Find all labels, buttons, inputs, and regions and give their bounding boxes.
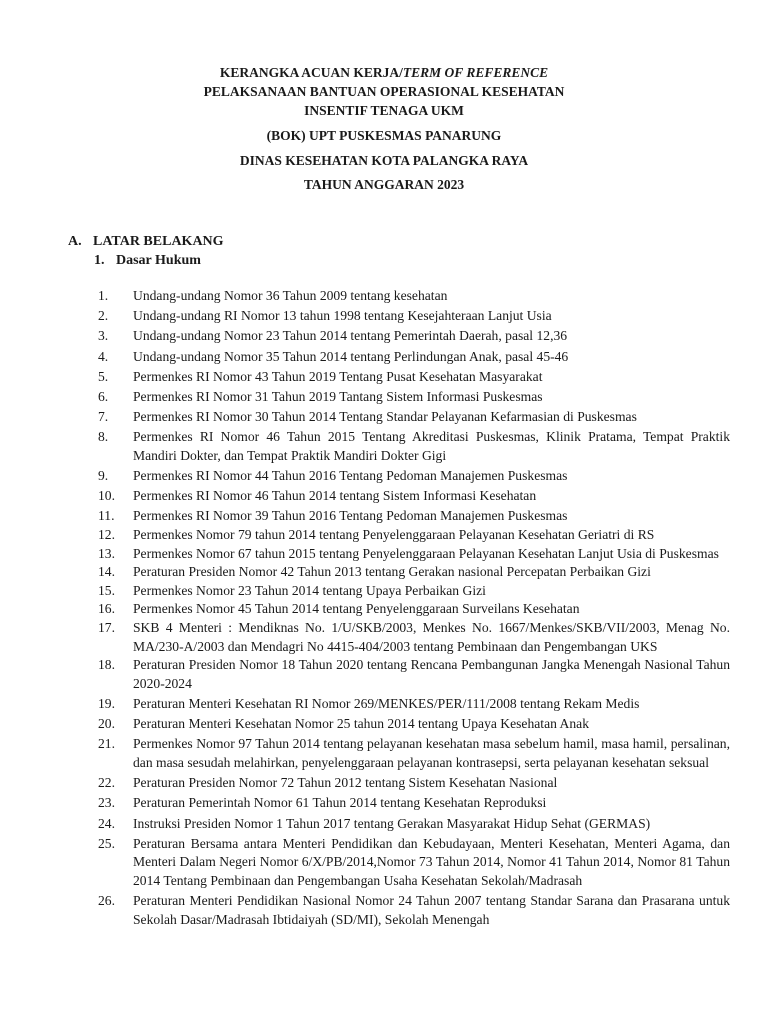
list-item-number: 23. [98,795,115,811]
list-item [98,774,730,793]
list-item [98,695,730,714]
list-item [98,287,730,306]
list-item [98,307,730,326]
list-item-text: Permenkes Nomor 79 tahun 2014 tentang Penyelenggaraan Pelayanan Kesehatan Geriatri di RS [133,527,655,543]
list-item-number: 5. [98,368,109,384]
list-item-number: 7. [98,409,109,425]
list-item-text: Undang-undang Nomor 35 Tahun 2014 tentang Perlindungan Anak, pasal 45-46 [133,348,569,364]
list-item [98,467,730,486]
list-item-text: Permenkes RI Nomor 44 Tahun 2016 Tentang Pedoman Manajemen Puskesmas [133,468,568,484]
list-item [98,892,730,929]
list-item-text: SKB 4 Menteri : Mendiknas No. 1/U/SKB/2003, Menkes No. 1667/Menkes/SKB/VII/2003, Menag No. MA/230-A/2003 dan Mendagri No 4415-404/2003 tentang Pembinaan dan Pengembangan UKS [133,620,730,654]
list-item-number: 17. [98,620,115,636]
list-item [98,428,730,465]
list-item-number: 1. [98,288,109,303]
list-item-text: Permenkes RI Nomor 46 Tahun 2015 Tentang Akreditasi Puskesmas, Klinik Pratama, Tempat Praktik Mandiri Dokter, dan Tempat Praktik Mandiri Dokter Gigi [133,429,730,463]
list-item-number: 11. [98,508,115,524]
list-item-number: 8. [98,429,109,445]
list-item-number: 25. [98,835,115,851]
list-item-number: 24. [98,815,115,831]
list-item-text: Permenkes Nomor 67 tahun 2015 tentang Penyelenggaraan Pelayanan Kesehatan Lanjut Usia di Puskesmas [133,545,719,561]
list-item [98,545,730,564]
list-item-number: 6. [98,388,109,404]
header-line-2: PELAKSANAAN BANTUAN OPERASIONAL KESEHATAN [203,84,565,99]
list-item-text: Permenkes RI Nomor 30 Tahun 2014 Tentang Standar Pelayanan Kefarmasian di Puskesmas [133,409,637,425]
list-item-text: Peraturan Presiden Nomor 42 Tahun 2013 tentang Gerakan nasional Percepatan Perbaikan Gizi [133,564,651,580]
list-item [98,715,730,734]
list-item [98,600,730,619]
list-item-text: Permenkes Nomor 45 Tahun 2014 tentang Penyelenggaraan Surveilans Kesehatan [133,601,580,617]
list-item [98,735,730,772]
list-item-number: 2. [98,308,109,324]
legal-basis-list [98,287,730,929]
list-item-text: Peraturan Menteri Kesehatan Nomor 25 tahun 2014 tentang Upaya Kesehatan Anak [133,716,590,732]
list-item [98,408,730,427]
header-title-italic: TERM OF REFERENCE [402,65,549,80]
list-item [98,656,730,693]
section-heading [68,232,224,251]
list-item-text: Undang-undang RI Nomor 13 tahun 1998 tentang Kesejahteraan Lanjut Usia [133,308,552,324]
list-item-number: 3. [98,328,109,344]
list-item-text: Peraturan Bersama antara Menteri Pendidikan dan Kebudayaan, Menteri Kesehatan, Menteri Agama, dan Menteri Dalam Negeri Nomor 6/X/PB/2014,Nomor 73 Tahun 2014, Nomor 41 Tahun 2014, Nomor 81 Tahun 2014 Tentang Pembinaan dan Pengembangan Usaha Kesehatan Sekolah/Madrasah [133,835,730,888]
list-item [98,794,730,813]
list-item [98,526,730,545]
list-item [98,835,730,891]
header-line-4: (BOK) UPT PUSKESMAS PANARUNG [266,128,502,143]
list-item-number: 18. [98,657,115,673]
list-item-number: 14. [98,564,115,580]
list-item-number: 21. [98,736,115,752]
list-item [98,507,730,526]
header-title-line [0,63,768,82]
list-item-text: Permenkes Nomor 23 Tahun 2014 tentang Upaya Perbaikan Gizi [133,582,486,598]
list-item-number: 26. [98,893,115,909]
list-item-text: Permenkes RI Nomor 39 Tahun 2016 Tentang Pedoman Manajemen Puskesmas [133,508,568,524]
subsection-title: Dasar Hukum [116,253,201,268]
section-letter: A. [68,234,82,249]
list-item-number: 16. [98,601,115,617]
list-item [98,348,730,367]
list-item-number: 12. [98,527,115,543]
list-item-number: 19. [98,696,115,711]
list-item-number: 10. [98,488,115,504]
header-title-regular: KERANGKA ACUAN KERJA/ [219,65,403,80]
list-item-text: Permenkes RI Nomor 46 Tahun 2014 tentang Sistem Informasi Kesehatan [133,488,537,504]
header-line-5: DINAS KESEHATAN KOTA PALANGKA RAYA [239,153,529,168]
subsection-number: 1. [94,253,105,268]
list-item [98,563,730,582]
list-item-text: Undang-undang Nomor 36 Tahun 2009 tentang kesehatan [133,288,448,303]
document-header [0,63,768,194]
list-item [98,368,730,387]
list-item-number: 20. [98,716,115,732]
list-item [98,619,730,656]
list-item [98,388,730,407]
list-item-text: Peraturan Pemerintah Nomor 61 Tahun 2014 tentang Kesehatan Reproduksi [133,795,547,811]
subsection-heading [94,251,201,270]
list-item-text: Peraturan Menteri Kesehatan RI Nomor 269/MENKES/PER/111/2008 tentang Rekam Medis [133,696,640,711]
list-item-text: Permenkes Nomor 97 Tahun 2014 tentang pelayanan kesehatan masa sebelum hamil, masa hamil, persalinan, dan masa sesudah melahirkan, penyelenggaraan pelayanan kontrasepsi, serta pelayanan kesehatan seksual [133,736,730,770]
header-line-3: INSENTIF TENAGA UKM [304,103,464,118]
list-item-number: 13. [98,545,115,561]
list-item-text: Peraturan Presiden Nomor 72 Tahun 2012 tentang Sistem Kesehatan Nasional [133,775,558,791]
list-item [98,815,730,834]
list-item-number: 22. [98,775,115,791]
list-item-text: Permenkes RI Nomor 31 Tahun 2019 Tantang Sistem Informasi Puskesmas [133,388,543,404]
list-item-number: 9. [98,468,109,484]
list-item [98,487,730,506]
section-title: LATAR BELAKANG [93,234,224,249]
header-line-6: TAHUN ANGGARAN 2023 [303,177,465,192]
list-item-text: Peraturan Menteri Pendidikan Nasional Nomor 24 Tahun 2007 tentang Standar Sarana dan Prasarana untuk Sekolah Dasar/Madrasah Ibtidaiyah (SD/MI), Sekolah Menengah [133,893,730,927]
list-item-text: Undang-undang Nomor 23 Tahun 2014 tentang Pemerintah Daerah, pasal 12,36 [133,328,568,344]
list-item-text: Instruksi Presiden Nomor 1 Tahun 2017 tentang Gerakan Masyarakat Hidup Sehat (GERMAS) [133,815,651,831]
list-item [98,582,730,601]
list-item [98,327,730,346]
list-item-number: 15. [98,582,115,598]
list-item-text: Permenkes RI Nomor 43 Tahun 2019 Tentang Pusat Kesehatan Masyarakat [133,368,543,384]
list-item-number: 4. [98,348,109,364]
list-item-text: Peraturan Presiden Nomor 18 Tahun 2020 tentang Rencana Pembangunan Jangka Menengah Nasional Tahun 2020-2024 [133,657,730,691]
